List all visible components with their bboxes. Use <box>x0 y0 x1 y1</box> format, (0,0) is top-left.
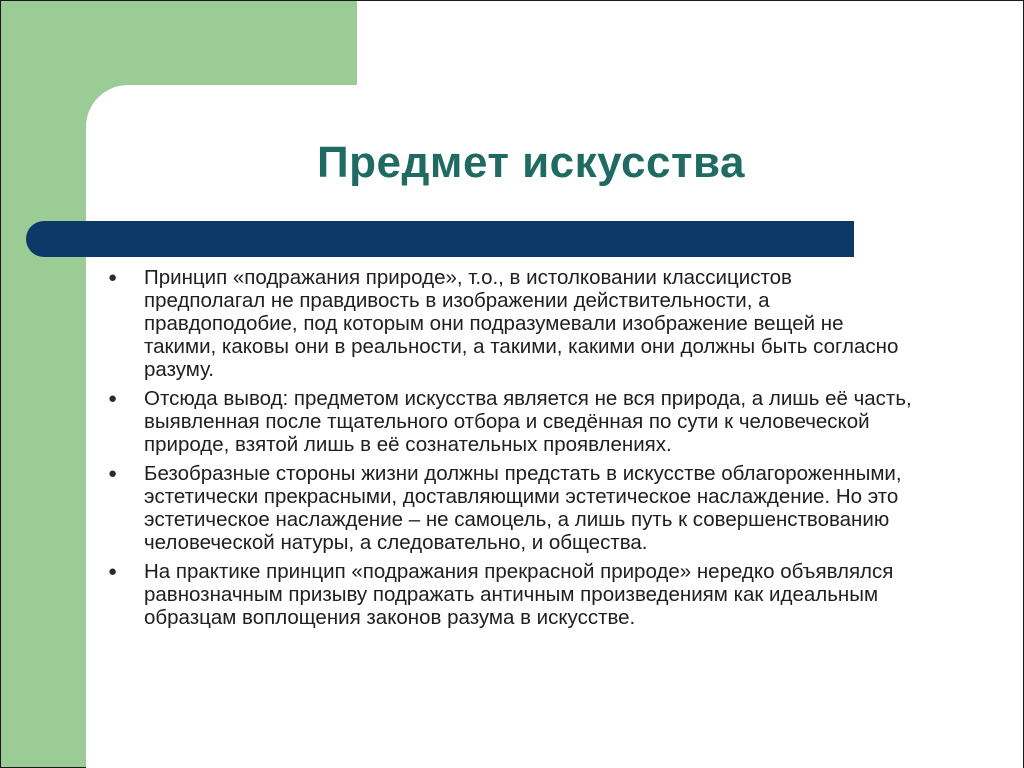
bullet-text: Отсюда вывод: предметом искусства является не вся природа, а лишь её часть, выявленная после тщательного отбора и сведённая по сути к человеческой природе, взятой лишь в её сознательных проявлениях. <box>144 387 912 456</box>
title-underline-bar <box>26 221 854 257</box>
bullet-item <box>108 462 918 554</box>
bullet-dot-icon: ● <box>108 269 118 286</box>
slide-title: Предмет искусства <box>317 138 745 187</box>
bullet-dot-icon: ● <box>108 390 118 407</box>
bullet-dot-icon: ● <box>108 563 118 580</box>
bullet-text: На практике принцип «подражания прекрасной природе» нередко объявлялся равнозначным призыву подражать античным произведениям как идеальным образцам воплощения законов разума в искусстве. <box>144 560 894 629</box>
bullet-item <box>108 560 918 629</box>
bullet-item <box>108 266 918 381</box>
bullet-text: Безобразные стороны жизни должны предстать в искусстве облагороженными, эстетически прекрасными, доставляющими эстетическое наслаждение. Но это эстетическое наслаждение – не самоцель, а лишь путь к совершенствованию человеческой натуры, а следовательно, и общества. <box>144 462 902 554</box>
bullet-dot-icon: ● <box>108 465 118 482</box>
bullet-list <box>108 266 918 635</box>
bullet-item <box>108 387 918 456</box>
bullet-text: Принцип «подражания природе», т.о., в истолковании классицистов предполагал не правдивость в изображении действительности, а правдоподобие, под которым они подразумевали изображение вещей не такими, каковы они в реальности, а такими, какими они должны быть согласно разуму. <box>144 266 899 381</box>
